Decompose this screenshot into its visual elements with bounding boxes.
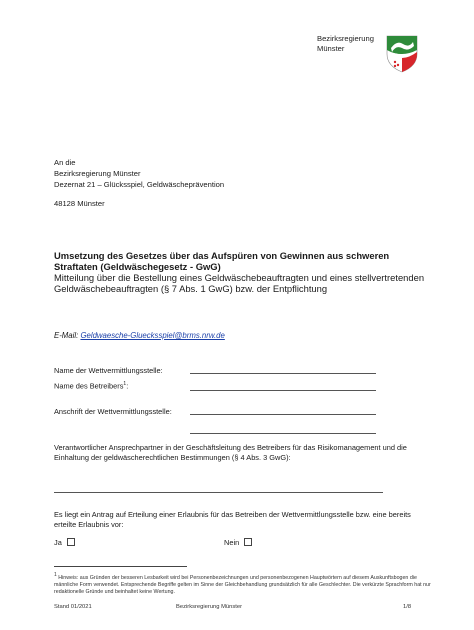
email-link[interactable]: Geldwaesche-Gluecksspiel@brms.nrw.de: [80, 331, 225, 340]
option-no[interactable]: [224, 538, 252, 547]
recipient-line-3: Dezernat 21 – Glücksspiel, Geldwäscheprävention: [54, 180, 225, 189]
responsible-text: Verantwortlicher Ansprechpartner in der Geschäftsleitung des Betreibers für das Risikomanagement und die Einhaltung der geldwäscherechtlichen Bestimmungen (§ 4 Abs. 3 GwG):: [54, 443, 407, 462]
organization-name: [317, 34, 374, 54]
footer-page-number: 1/8: [403, 604, 412, 610]
recipient-line-1: An die: [54, 158, 76, 167]
field-line-responsible[interactable]: [54, 492, 383, 493]
label-betreiber-colon: :: [126, 381, 129, 391]
field-line-anschrift-2[interactable]: [190, 433, 376, 434]
email-line: [54, 331, 225, 340]
option-no-label: Nein: [224, 538, 240, 547]
footnote-marker: 1: [54, 572, 57, 578]
recipient-line-2: Bezirksregierung Münster: [54, 169, 141, 178]
footnote-ref: 1: [123, 381, 127, 387]
org-line-2: Münster: [317, 44, 345, 53]
field-line-wettvermittlungsstelle[interactable]: [190, 373, 376, 374]
email-label: E-Mail:: [54, 331, 79, 340]
footnote-text: Hinweis: aus Gründen der besseren Lesbarkeit wird bei Personenbezeichnungen und personenbezogenen Hauptwörtern auf diesem Auskunftsbogen die männliche Form verwendet. Entsprechende Begriffe gelten im Sinne der Gleichbehandlung grundsätzlich für alle Geschlechter. Die verkürzte Sprachform hat nur redaktionelle Gründe und beinhaltet keine Wertung.: [54, 574, 431, 595]
document-subtitle: Mitteilung über die Bestellung eines Geldwäschebeauftragten und eines stellvertretenden Geldwäschebeauftragten (§ 7 Abs. 1 GwG) bzw. der Entpflichtung: [54, 272, 425, 294]
footer-date: Stand 01/2021: [54, 604, 92, 610]
org-line-1: Bezirksregierung: [317, 34, 374, 43]
checkbox-yes[interactable]: [67, 538, 75, 546]
nrw-coat-of-arms-icon: [379, 28, 425, 74]
checkbox-no[interactable]: [244, 538, 252, 546]
label-wettvermittlungsstelle: Name der Wettvermittlungsstelle:: [54, 366, 163, 375]
label-betreiber-text: Name des Betreibers: [54, 381, 124, 391]
label-anschrift: Anschrift der Wettvermittlungsstelle:: [54, 407, 172, 416]
license-question: Es liegt ein Antrag auf Erteilung einer Erlaubnis für das Betreiben der Wettvermittlungsstelle bzw. eine bereits erteilte Erlaubnis vor:: [54, 510, 411, 529]
option-yes-label: Ja: [54, 538, 62, 547]
footer-authority: Bezirksregierung Münster: [176, 604, 243, 610]
label-betreiber: [54, 381, 128, 390]
field-line-anschrift-1[interactable]: [190, 414, 376, 415]
document-title: Umsetzung des Gesetzes über das Aufspüren von Gewinnen aus schweren Straftaten (Geldwäschegesetz - GwG): [54, 250, 390, 272]
footnote-divider: [54, 566, 187, 567]
recipient-postal: 48128 Münster: [54, 199, 105, 208]
option-yes[interactable]: [54, 538, 75, 547]
footnote: [54, 572, 432, 596]
field-line-betreiber[interactable]: [190, 390, 376, 391]
